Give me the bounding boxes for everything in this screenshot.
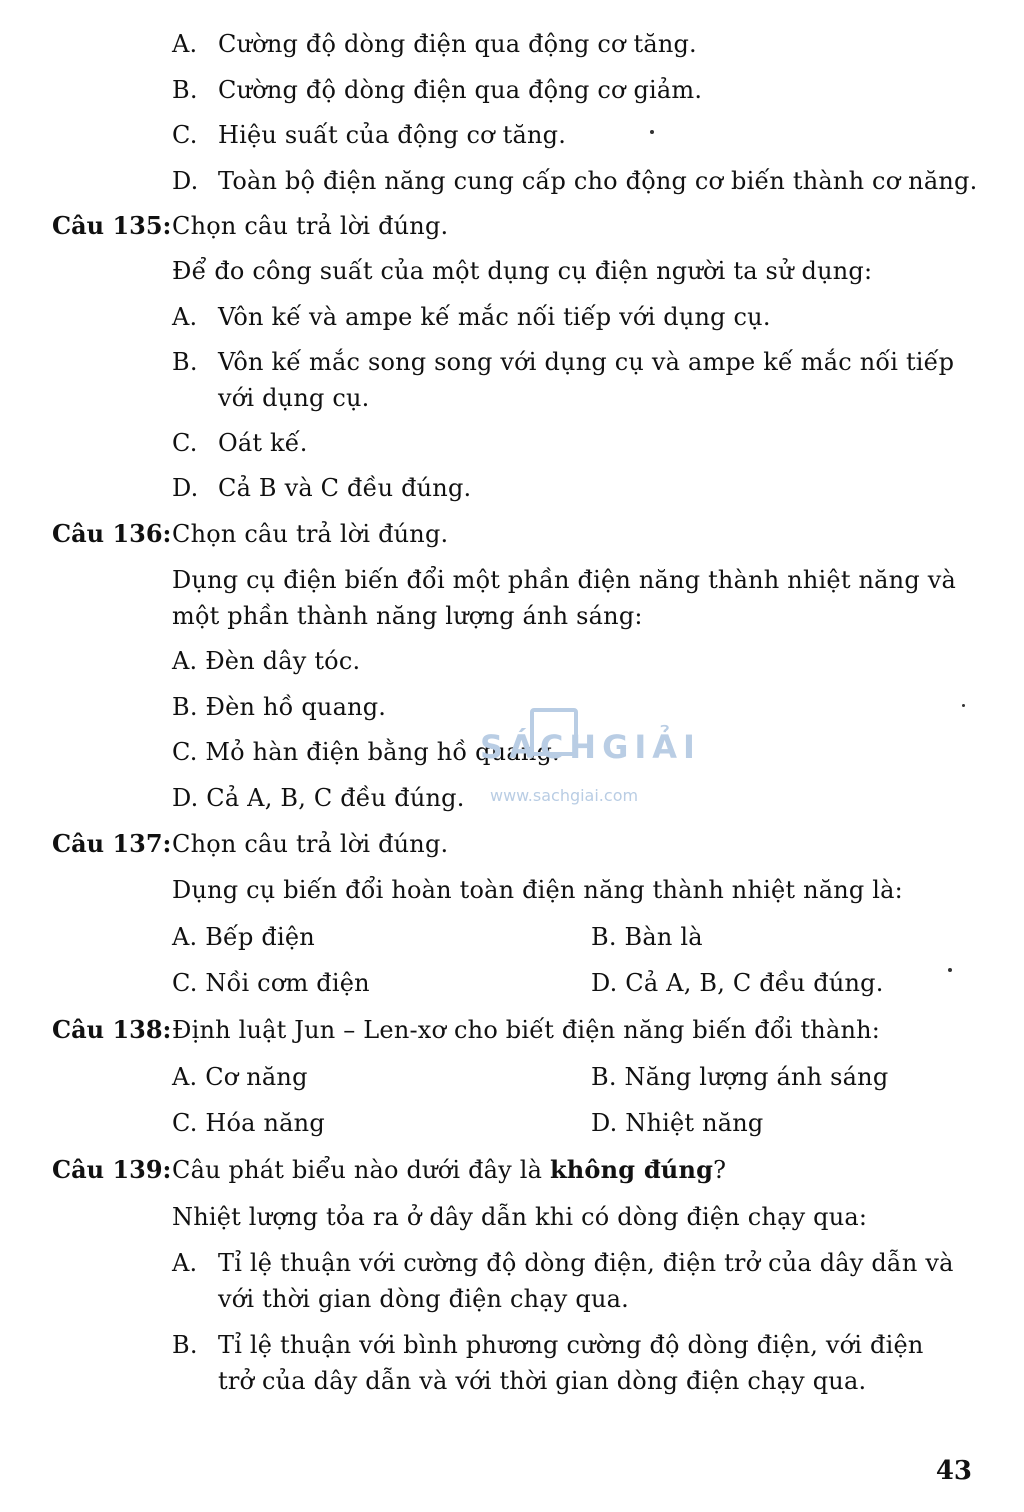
question-135-option-d: D. Cả B và C đều đúng. — [172, 474, 472, 502]
scan-speck — [948, 968, 952, 972]
question-138-option-a: A. Cơ năng — [172, 1063, 308, 1091]
question-138-prompt: Định luật Jun – Len-xơ cho biết điện năng biến đổi thành: — [172, 1016, 881, 1044]
watermark — [480, 708, 701, 808]
question-135-option-c: C. Oát kế. — [172, 429, 308, 457]
page-number: 43 — [935, 1456, 972, 1486]
question-136-option-d: D. Cả A, B, C đều đúng. — [172, 784, 465, 812]
question-137-label: Câu 137: — [52, 829, 172, 858]
question-137-option-b: B. Bàn là — [591, 923, 703, 951]
scan-speck — [962, 704, 965, 707]
question-135-option-a: A. Vôn kế và ampe kế mắc nối tiếp với dụng cụ. — [172, 303, 771, 331]
watermark-brand: SÁCHGIẢI — [480, 728, 701, 766]
question-139-option-b-cont: trở của dây dẫn và với thời gian dòng điện chạy qua. — [218, 1367, 867, 1395]
prev-option-d: D. Toàn bộ điện năng cung cấp cho động cơ biến thành cơ năng. — [172, 167, 978, 195]
question-135-option-b-cont: với dụng cụ. — [218, 384, 370, 412]
question-139-option-a-cont: với thời gian dòng điện chạy qua. — [218, 1285, 629, 1313]
prev-option-a: A. Cường độ dòng điện qua động cơ tăng. — [172, 30, 697, 58]
watermark-url: www.sachgiai.com — [490, 786, 639, 805]
question-138-option-b: B. Năng lượng ánh sáng — [591, 1063, 889, 1091]
question-135-option-b: B. Vôn kế mắc song song với dụng cụ và ampe kế mắc nối tiếp — [172, 348, 955, 376]
question-138-option-d: D. Nhiệt năng — [591, 1109, 764, 1137]
prev-option-b: B. Cường độ dòng điện qua động cơ giảm. — [172, 76, 703, 104]
question-136-label: Câu 136: — [52, 519, 172, 548]
scan-speck — [650, 130, 654, 134]
question-139-prompt: Câu phát biểu nào dưới đây là không đúng? — [172, 1155, 727, 1184]
question-139-stem: Nhiệt lượng tỏa ra ở dây dẫn khi có dòng điện chạy qua: — [172, 1203, 868, 1231]
question-136-option-a: A. Đèn dây tóc. — [172, 647, 361, 675]
question-139-option-b: B. Tỉ lệ thuận với bình phương cường độ dòng điện, với điện — [172, 1331, 924, 1359]
emphasis-not-correct: không đúng — [549, 1155, 714, 1184]
question-137-prompt: Chọn câu trả lời đúng. — [172, 830, 449, 858]
question-138-option-c: C. Hóa năng — [172, 1109, 325, 1137]
question-136-stem-cont: một phần thành năng lượng ánh sáng: — [172, 602, 643, 630]
question-135-stem: Để đo công suất của một dụng cụ điện người ta sử dụng: — [172, 257, 873, 285]
question-136-prompt: Chọn câu trả lời đúng. — [172, 520, 449, 548]
question-139-option-a: A. Tỉ lệ thuận với cường độ dòng điện, điện trở của dây dẫn và — [172, 1249, 954, 1277]
question-138-label: Câu 138: — [52, 1015, 172, 1044]
question-135-prompt: Chọn câu trả lời đúng. — [172, 212, 449, 240]
question-139-label: Câu 139: — [52, 1155, 172, 1184]
question-137-option-a: A. Bếp điện — [172, 923, 315, 951]
question-136-option-b: B. Đèn hồ quang. — [172, 693, 387, 721]
question-136-stem: Dụng cụ điện biến đổi một phần điện năng thành nhiệt năng và — [172, 566, 956, 594]
question-135-label: Câu 135: — [52, 211, 172, 240]
question-137-option-d: D. Cả A, B, C đều đúng. — [591, 969, 884, 997]
question-137-option-c: C. Nồi cơm điện — [172, 969, 370, 997]
question-136-option-c: C. Mỏ hàn điện bằng hồ quang. — [172, 738, 560, 766]
question-137-stem: Dụng cụ biến đổi hoàn toàn điện năng thành nhiệt năng là: — [172, 876, 903, 904]
prev-option-c: C. Hiệu suất của động cơ tăng. — [172, 121, 567, 149]
